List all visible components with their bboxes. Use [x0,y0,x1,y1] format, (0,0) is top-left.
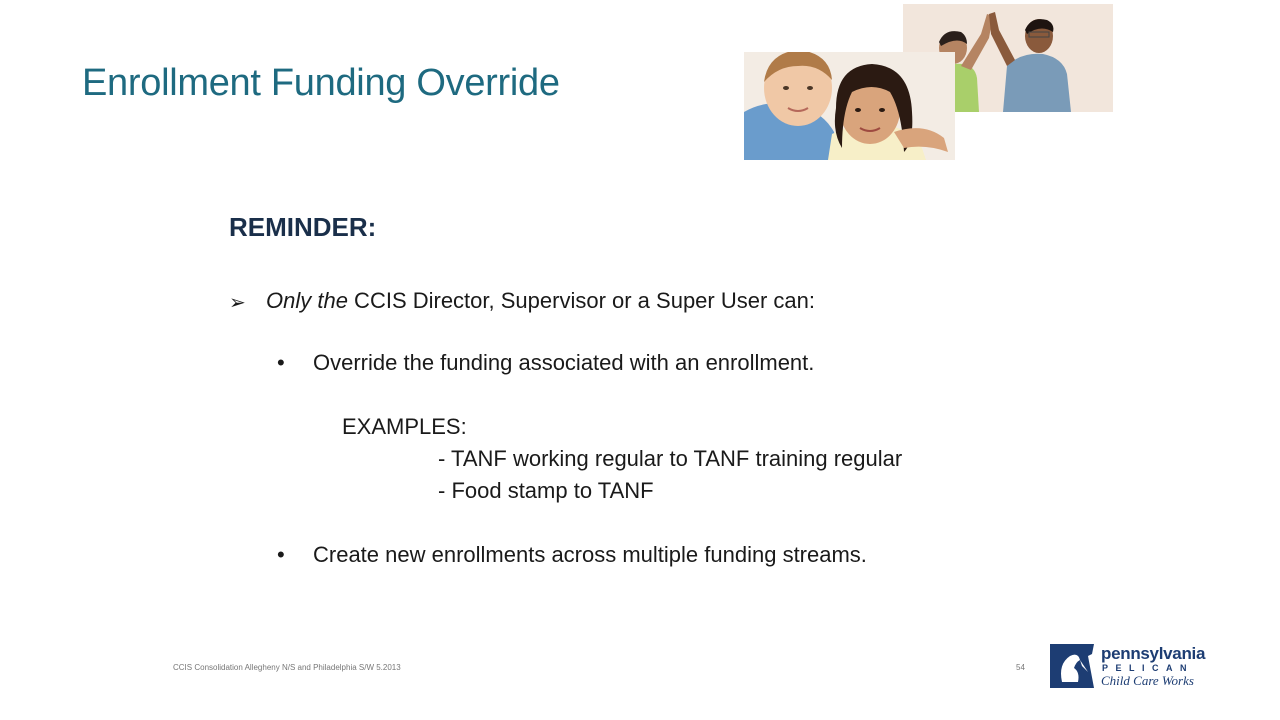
bullet-icon: • [277,350,285,375]
pennsylvania-pelican-logo [1048,642,1223,692]
example-item: - Food stamp to TANF [438,478,654,503]
arrow-bullet-icon: ➢ [229,292,246,314]
logo-child-care-works: Child Care Works [1101,673,1194,688]
examples-label: EXAMPLES: [342,414,467,439]
slide-title: Enrollment Funding Override [82,62,560,104]
reminder-heading: REMINDER: [229,212,377,242]
permission-intro [266,288,815,314]
children-hug-photo [744,52,955,160]
keystone-pelican-icon [1048,642,1096,690]
logo-pennsylvania: pennsylvania [1101,644,1206,663]
page-number: 54 [1016,663,1025,672]
bullet-icon: • [277,542,285,567]
logo-pelican: PELICAN [1102,663,1195,673]
bullet-create-enrollments: Create new enrollments across multiple funding streams. [313,542,867,567]
footer-text: CCIS Consolidation Allegheny N/S and Philadelphia S/W 5.2013 [173,663,401,672]
intro-text: CCIS Director, Supervisor or a Super User can: [347,288,815,313]
intro-italic: Only the [266,288,348,313]
example-item: - TANF working regular to TANF training regular [438,446,903,471]
bullet-override-funding: Override the funding associated with an enrollment. [313,350,815,375]
